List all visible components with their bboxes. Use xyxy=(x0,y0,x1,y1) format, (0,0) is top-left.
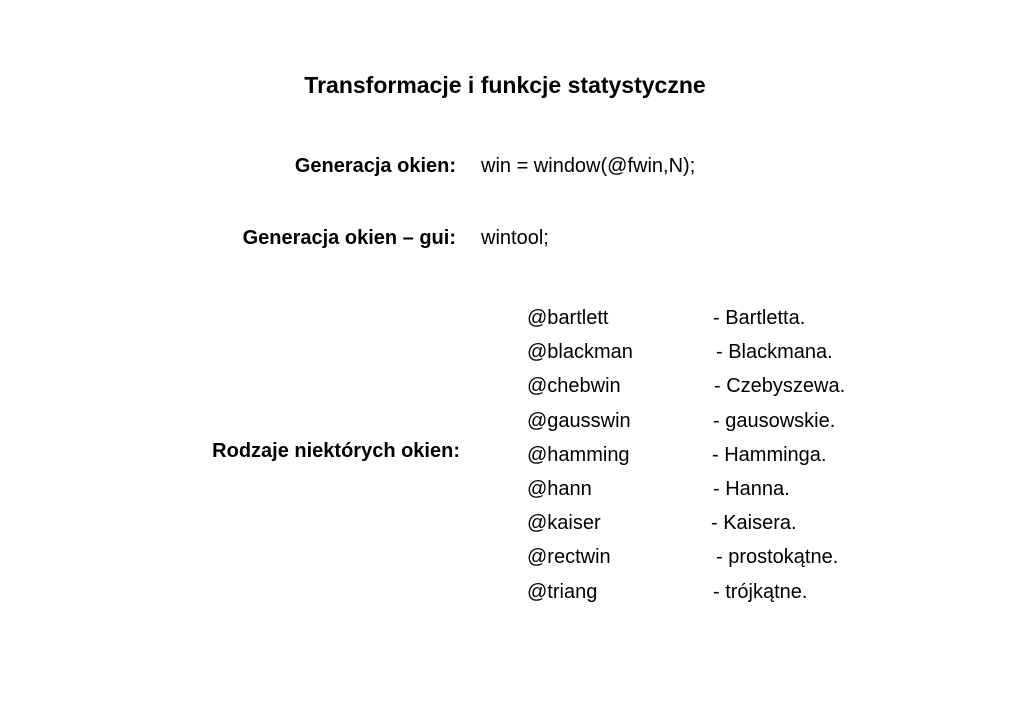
list-item xyxy=(527,579,887,613)
generation-code: win = window(@fwin,N); xyxy=(481,155,696,177)
window-name: @bartlett xyxy=(527,307,609,329)
window-name: @chebwin xyxy=(527,375,621,398)
window-name: @triang xyxy=(527,580,598,603)
page-title: Transformacje i funkcje statystyczne xyxy=(304,72,706,98)
window-description: - prostokątne. xyxy=(716,546,839,569)
list-item xyxy=(527,373,887,407)
window-name: @hann xyxy=(527,477,592,500)
list-item xyxy=(527,442,887,476)
list-item xyxy=(527,476,887,510)
window-description: - Kaisera. xyxy=(711,512,797,535)
generation-label: Generacja okien: xyxy=(294,155,456,177)
window-description: - Hamminga. xyxy=(712,443,827,466)
list-item xyxy=(527,544,887,578)
window-name: @kaiser xyxy=(527,512,601,535)
window-description: - trójkątne. xyxy=(713,580,808,603)
window-name: @rectwin xyxy=(527,546,611,569)
window-description: - gausowskie. xyxy=(713,409,836,432)
window-description: - Hanna. xyxy=(713,477,790,500)
generation-gui-code: wintool; xyxy=(481,227,549,249)
window-description: - Bartletta. xyxy=(713,307,806,329)
list-item xyxy=(527,408,887,442)
window-name: @gausswin xyxy=(527,409,631,432)
window-description: - Czebyszewa. xyxy=(714,375,846,398)
generation-gui-label: Generacja okien – gui: xyxy=(242,227,456,249)
window-description: - Blackmana. xyxy=(716,341,833,364)
window-types-list xyxy=(527,305,887,613)
window-types-label: Rodzaje niektórych okien: xyxy=(212,440,460,462)
list-item xyxy=(527,305,887,339)
list-item xyxy=(527,339,887,373)
window-name: @blackman xyxy=(527,341,633,364)
list-item xyxy=(527,510,887,544)
window-name: @hamming xyxy=(527,443,630,466)
